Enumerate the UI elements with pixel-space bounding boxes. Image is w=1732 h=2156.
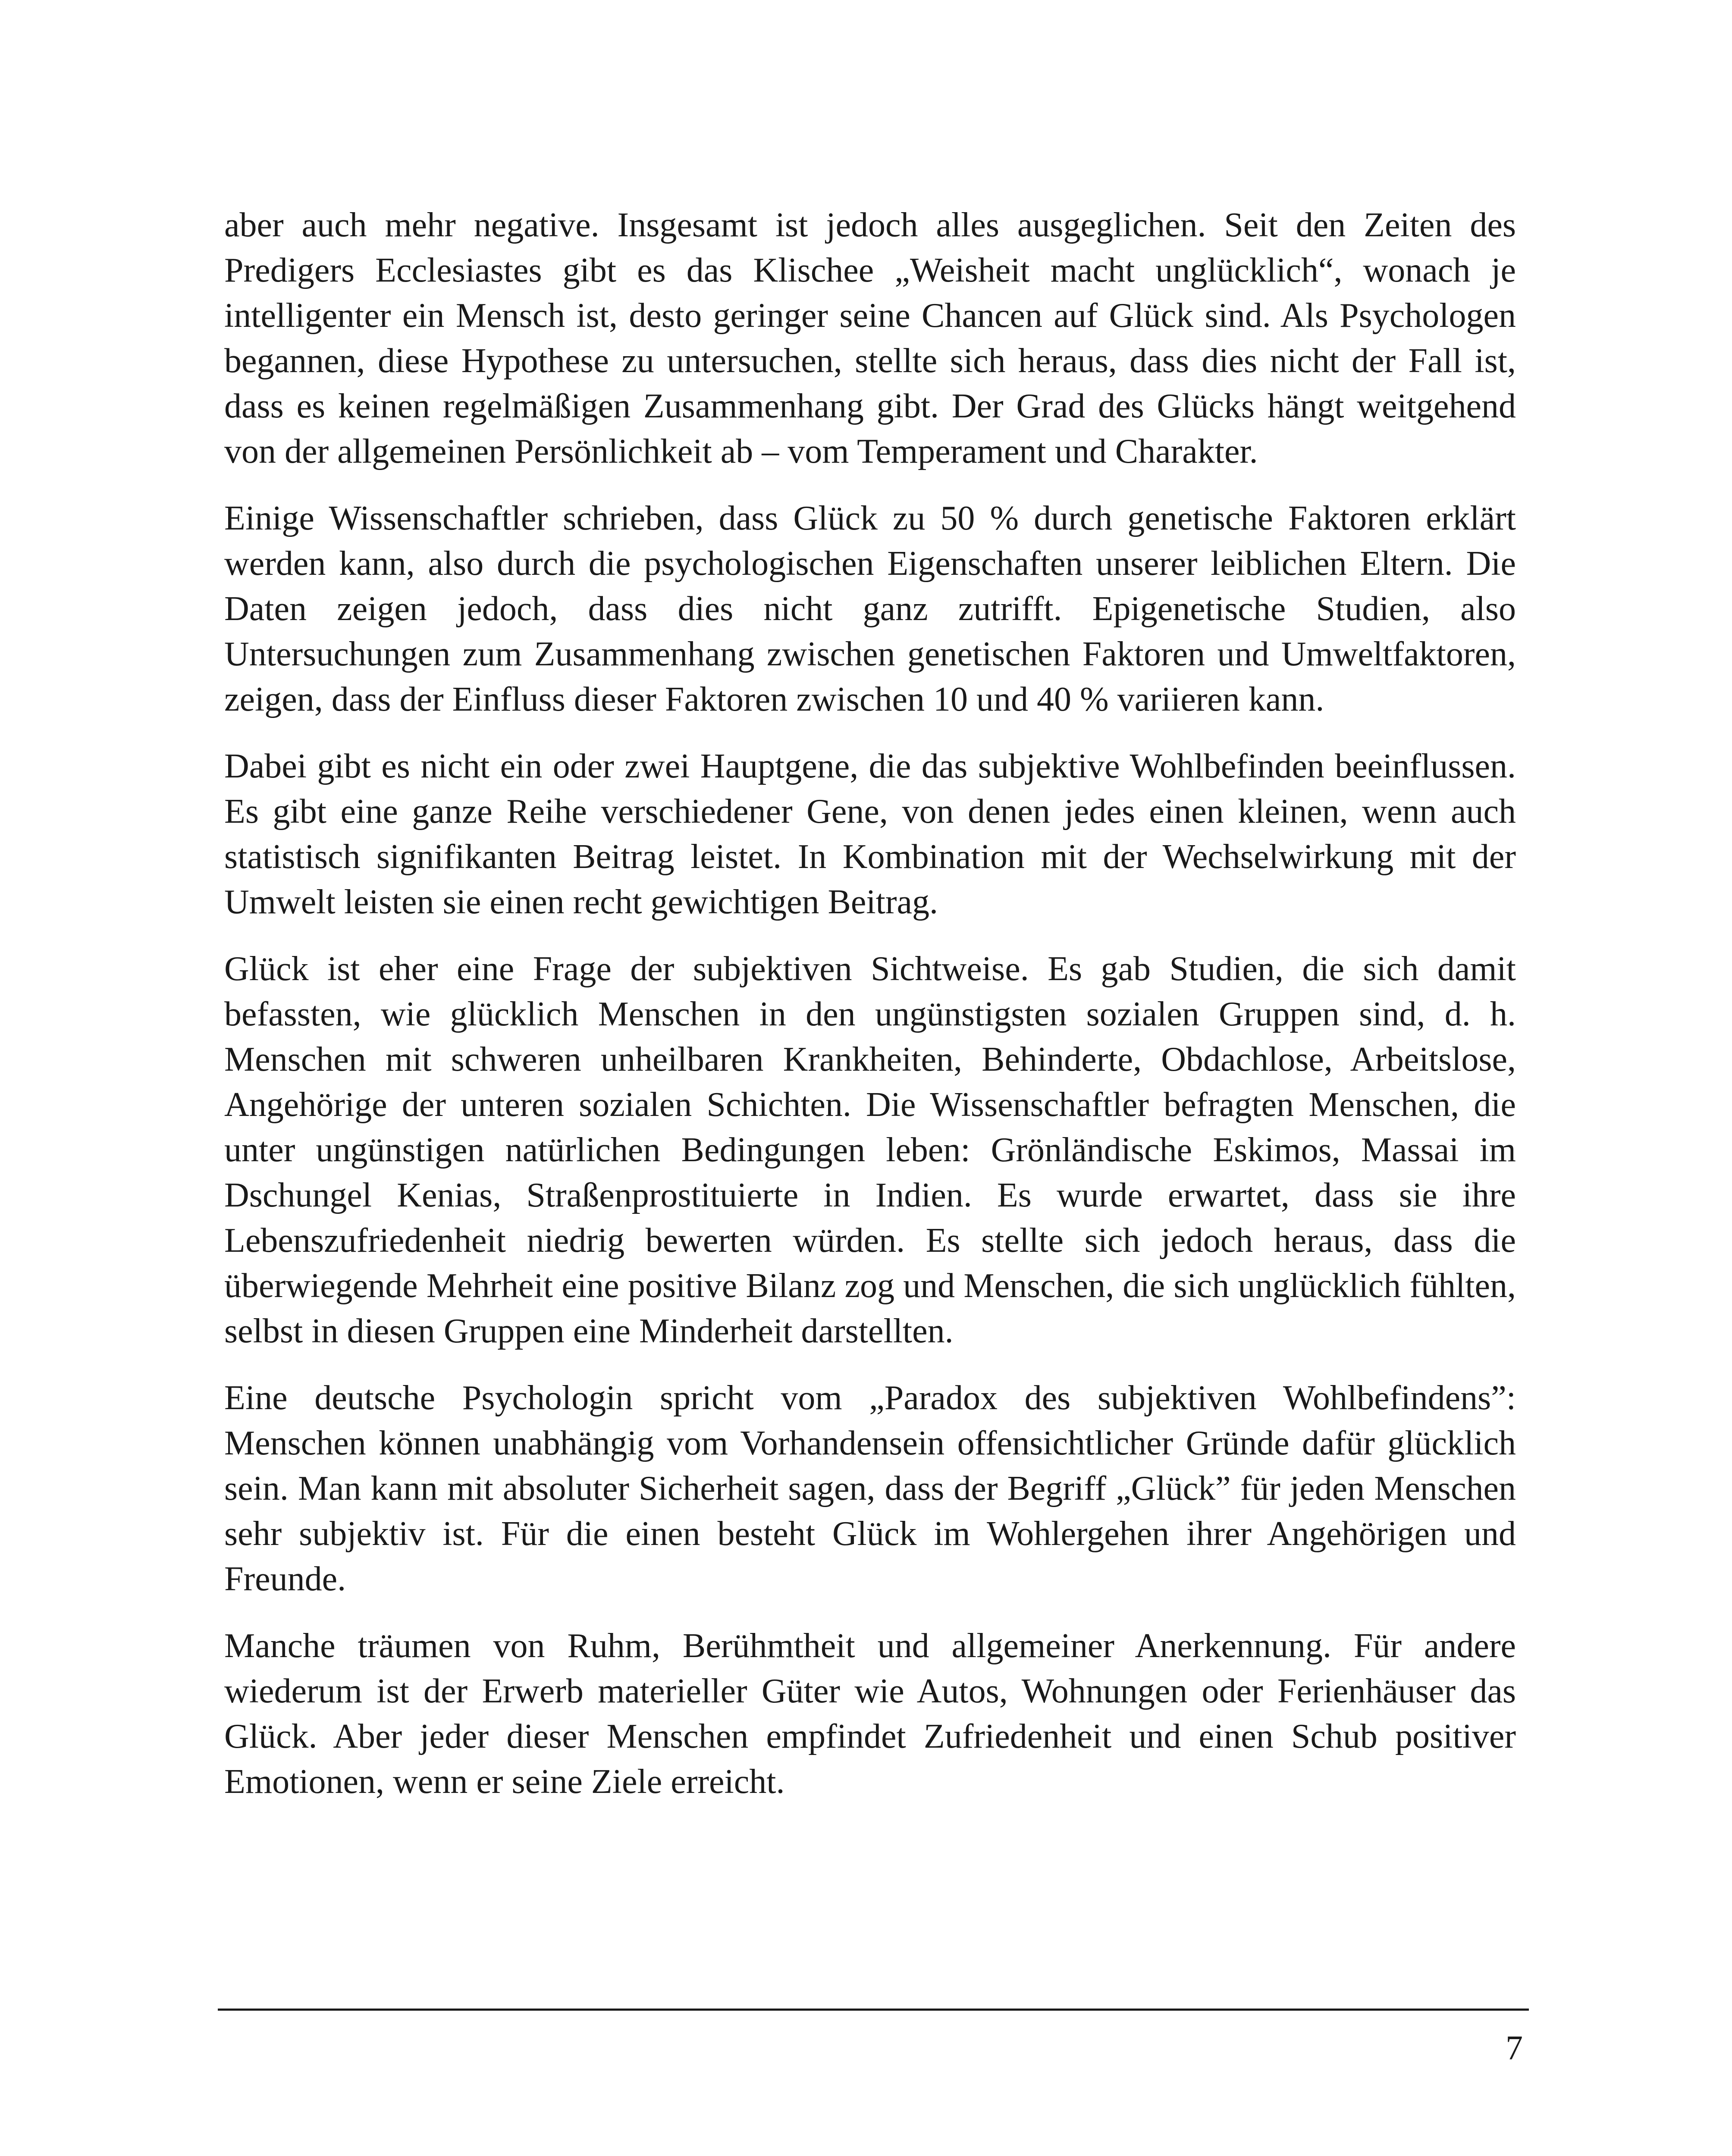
- paragraph-1: aber auch mehr negative. Insgesamt ist jedoch alles ausgeglichen. Seit den Zeiten des Predigers Ecclesiastes gibt es das Klischee „Weisheit macht unglücklich“, wonach je intelligenter ein Mensch ist, desto geringer seine Chancen auf Glück sind. Als Psychologen begannen, diese Hypothese zu untersuchen, stellte sich heraus, dass dies nicht der Fall ist, dass es keinen regelmäßigen Zusammenhang gibt. Der Grad des Glücks hängt weitgehend von der allgemeinen Persönlichkeit ab – vom Temperament und Charakter.: [224, 206, 1516, 470]
- paragraph-4: Glück ist eher eine Frage der subjektiven Sichtweise. Es gab Studien, die sich damit befassten, wie glücklich Menschen in den ungünstigsten sozialen Gruppen sind, d. h. Menschen mit schweren unheilbaren Krankheiten, Behinderte, Obdachlose, Arbeitslose, Angehörige der unteren sozialen Schichten. Die Wissenschaftler befragten Menschen, die unter ungünstigen natürlichen Bedingungen leben: Grönländische Eskimos, Massai im Dschungel Kenias, Straßenprostituierte in Indien. Es wurde erwartet, dass sie ihre Lebenszufriedenheit niedrig bewerten würden. Es stellte sich jedoch heraus, dass die überwiegende Mehrheit eine positive Bilanz zog und Menschen, die sich unglücklich fühlten, selbst in diesen Gruppen eine Minderheit darstellten.: [224, 950, 1516, 1350]
- paragraph-5: Eine deutsche Psychologin spricht vom „Paradox des subjektiven Wohlbefindens”: Menschen können unabhängig vom Vorhandensein offensichtlicher Gründe dafür glücklich sein. Man kann mit absoluter Sicherheit sagen, dass der Begriff „Glück” für jeden Menschen sehr subjektiv ist. Für die einen besteht Glück im Wohlergehen ihrer Angehörigen und Freunde.: [224, 1379, 1516, 1598]
- paragraph-6: Manche träumen von Ruhm, Berühmtheit und allgemeiner Anerkennung. Für andere wiederum ist der Erwerb materieller Güter wie Autos, Wohnungen oder Ferienhäuser das Glück. Aber jeder dieser Menschen empfindet Zufriedenheit und einen Schub positiver Emotionen, wenn er seine Ziele erreicht.: [224, 1627, 1516, 1801]
- paragraph-2: Einige Wissenschaftler schrieben, dass Glück zu 50 % durch genetische Faktoren erklärt werden kann, also durch die psychologischen Eigenschaften unserer leiblichen Eltern. Die Daten zeigen jedoch, dass dies nicht ganz zutrifft. Epigenetische Studien, also Untersuchungen zum Zusammenhang zwischen genetischen Faktoren und Umweltfaktoren, zeigen, dass der Einfluss dieser Faktoren zwischen 10 und 40 % variieren kann.: [224, 499, 1516, 718]
- paragraph-3: Dabei gibt es nicht ein oder zwei Hauptgene, die das subjektive Wohlbefinden beeinflussen. Es gibt eine ganze Reihe verschiedener Gene, von denen jedes einen kleinen, wenn auch statistisch signifikanten Beitrag leistet. In Kombination mit der Wechselwirkung mit der Umwelt leisten sie einen recht gewichtigen Beitrag.: [224, 747, 1516, 921]
- body-text: [224, 203, 1516, 1826]
- footer-divider: [218, 2009, 1529, 2011]
- page-number: 7: [1506, 2029, 1523, 2067]
